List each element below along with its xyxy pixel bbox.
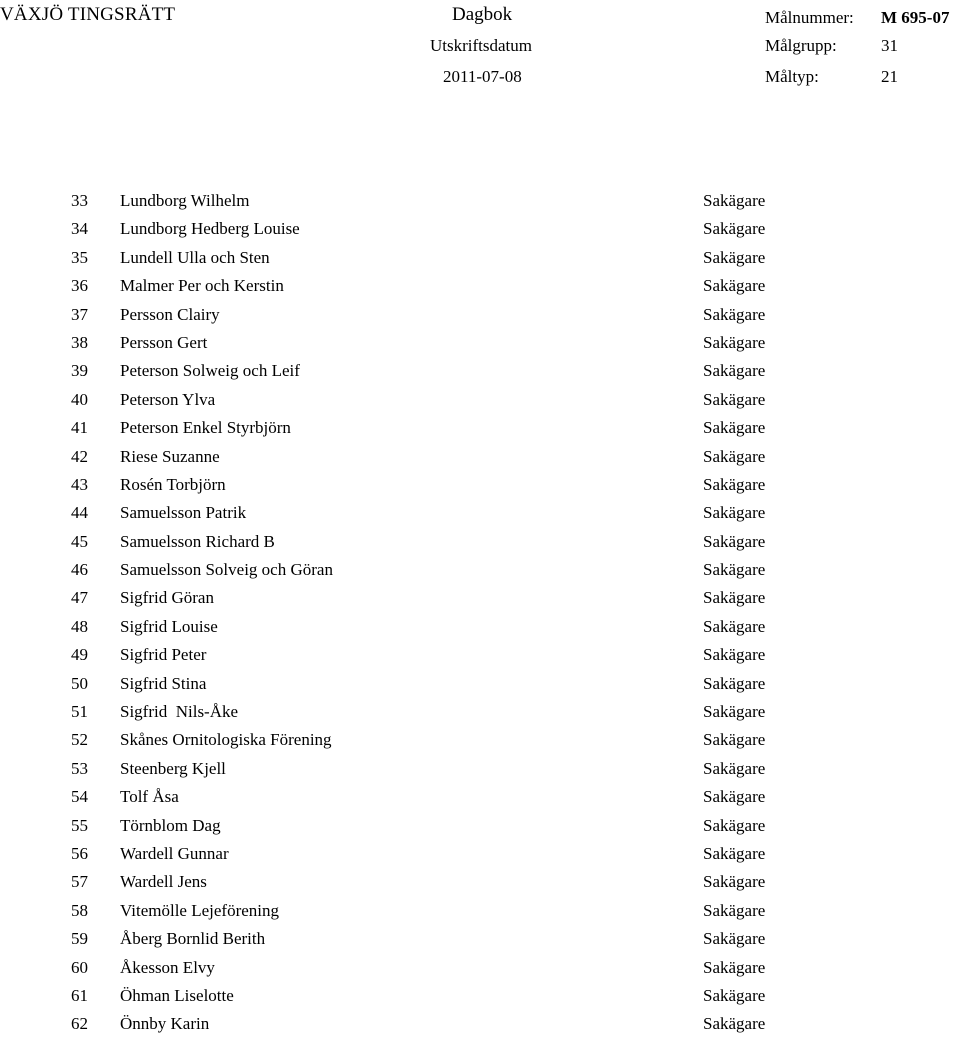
list-item xyxy=(0,418,960,446)
party-number: 61 xyxy=(71,985,88,1005)
list-item xyxy=(0,929,960,957)
party-name: Lundell Ulla och Sten xyxy=(120,247,270,267)
party-role: Sakägare xyxy=(703,787,766,807)
party-name: Skånes Ornitologiska Förening xyxy=(120,730,332,750)
list-item xyxy=(0,844,960,872)
party-role: Sakägare xyxy=(703,815,766,835)
list-item xyxy=(0,248,960,276)
list-item xyxy=(0,532,960,560)
party-number: 39 xyxy=(71,361,88,381)
target-type: 21 xyxy=(881,67,898,86)
party-role: Sakägare xyxy=(703,1014,766,1034)
court-name: VÄXJÖ TINGSRÄTT xyxy=(0,4,176,25)
list-item xyxy=(0,503,960,531)
list-item xyxy=(0,305,960,333)
list-item xyxy=(0,787,960,815)
party-number: 47 xyxy=(71,588,88,608)
party-number: 50 xyxy=(71,673,88,693)
party-role: Sakägare xyxy=(703,900,766,920)
party-number: 49 xyxy=(71,645,88,665)
party-name: Sigfrid Nils-Åke xyxy=(120,702,239,722)
party-role: Sakägare xyxy=(703,389,766,409)
party-role: Sakägare xyxy=(703,645,766,665)
party-name: Sigfrid Göran xyxy=(120,588,214,608)
list-item xyxy=(0,447,960,475)
list-item xyxy=(0,560,960,588)
list-item xyxy=(0,958,960,986)
party-role: Sakägare xyxy=(703,219,766,239)
party-number: 46 xyxy=(71,560,88,580)
party-number: 44 xyxy=(71,503,88,523)
party-role: Sakägare xyxy=(703,474,766,494)
target-number: M 695-07 xyxy=(881,8,950,27)
party-number: 53 xyxy=(71,758,88,778)
party-name: Önnby Karin xyxy=(120,1014,210,1034)
list-item xyxy=(0,759,960,787)
party-role: Sakägare xyxy=(703,531,766,551)
party-number: 42 xyxy=(71,446,88,466)
list-item xyxy=(0,475,960,503)
party-role: Sakägare xyxy=(703,929,766,949)
list-item xyxy=(0,702,960,730)
party-name: Rosén Torbjörn xyxy=(120,474,226,494)
party-name: Åberg Bornlid Berith xyxy=(120,929,266,949)
party-role: Sakägare xyxy=(703,418,766,438)
list-item xyxy=(0,816,960,844)
party-name: Steenberg Kjell xyxy=(120,758,226,778)
party-role: Sakägare xyxy=(703,673,766,693)
party-name: Peterson Ylva xyxy=(120,389,216,409)
party-name: Peterson Solweig och Leif xyxy=(120,361,300,381)
party-number: 52 xyxy=(71,730,88,750)
party-name: Lundborg Wilhelm xyxy=(120,191,250,210)
party-number: 45 xyxy=(71,531,88,551)
list-item xyxy=(0,361,960,389)
list-item xyxy=(0,674,960,702)
party-role: Sakägare xyxy=(703,332,766,352)
party-role: Sakägare xyxy=(703,361,766,381)
list-item xyxy=(0,730,960,758)
party-role: Sakägare xyxy=(703,843,766,863)
party-name: Persson Clairy xyxy=(120,304,220,324)
list-item xyxy=(0,219,960,247)
party-role: Sakägare xyxy=(703,702,766,722)
party-number: 55 xyxy=(71,815,88,835)
party-name: Lundborg Hedberg Louise xyxy=(120,219,300,239)
list-item xyxy=(0,191,960,219)
party-role: Sakägare xyxy=(703,446,766,466)
party-role: Sakägare xyxy=(703,730,766,750)
party-number: 38 xyxy=(71,332,88,352)
party-number: 41 xyxy=(71,418,88,438)
print-date-label: Utskriftsdatum xyxy=(430,36,532,55)
party-name: Sigfrid Peter xyxy=(120,645,207,665)
list-item xyxy=(0,645,960,673)
party-name: Samuelsson Patrik xyxy=(120,503,247,523)
party-number: 56 xyxy=(71,843,88,863)
party-number: 57 xyxy=(71,872,88,892)
party-number: 34 xyxy=(71,219,88,239)
party-name: Öhman Liselotte xyxy=(120,985,234,1005)
party-number: 35 xyxy=(71,247,88,267)
party-number: 58 xyxy=(71,900,88,920)
party-number: 43 xyxy=(71,474,88,494)
party-number: 37 xyxy=(71,304,88,324)
party-name: Sigfrid Louise xyxy=(120,616,218,636)
party-name: Riese Suzanne xyxy=(120,446,220,466)
party-number: 62 xyxy=(71,1014,88,1034)
party-role: Sakägare xyxy=(703,616,766,636)
list-item xyxy=(0,872,960,900)
list-item xyxy=(0,901,960,929)
party-number: 60 xyxy=(71,957,88,977)
party-name: Sigfrid Stina xyxy=(120,673,207,693)
document-type: Dagbok xyxy=(452,4,513,25)
list-item xyxy=(0,588,960,616)
party-name: Vitemölle Lejeförening xyxy=(120,900,280,920)
party-number: 33 xyxy=(71,191,88,210)
party-role: Sakägare xyxy=(703,588,766,608)
party-number: 51 xyxy=(71,702,88,722)
party-role: Sakägare xyxy=(703,247,766,267)
party-number: 36 xyxy=(71,276,88,296)
list-item xyxy=(0,390,960,418)
party-name: Peterson Enkel Styrbjörn xyxy=(120,418,291,438)
party-role: Sakägare xyxy=(703,985,766,1005)
party-role: Sakägare xyxy=(703,191,766,210)
print-date: 2011-07-08 xyxy=(443,67,522,86)
party-name: Åkesson Elvy xyxy=(120,957,215,977)
party-list xyxy=(0,191,960,1043)
party-name: Malmer Per och Kerstin xyxy=(120,276,284,296)
list-item xyxy=(0,276,960,304)
party-role: Sakägare xyxy=(703,304,766,324)
party-name: Wardell Gunnar xyxy=(120,843,229,863)
target-group-label: Målgrupp: xyxy=(765,36,837,55)
target-type-label: Måltyp: xyxy=(765,67,819,86)
list-item xyxy=(0,333,960,361)
party-role: Sakägare xyxy=(703,957,766,977)
party-name: Persson Gert xyxy=(120,332,208,352)
party-number: 54 xyxy=(71,787,88,807)
party-name: Samuelsson Richard B xyxy=(120,531,275,551)
target-number-label: Målnummer: xyxy=(765,8,854,27)
party-number: 40 xyxy=(71,389,88,409)
party-role: Sakägare xyxy=(703,758,766,778)
party-name: Tolf Åsa xyxy=(120,787,179,807)
party-name: Samuelsson Solveig och Göran xyxy=(120,560,333,580)
party-name: Törnblom Dag xyxy=(120,815,221,835)
party-number: 59 xyxy=(71,929,88,949)
list-item xyxy=(0,986,960,1014)
party-role: Sakägare xyxy=(703,503,766,523)
party-role: Sakägare xyxy=(703,276,766,296)
target-group: 31 xyxy=(881,36,898,55)
party-role: Sakägare xyxy=(703,872,766,892)
party-role: Sakägare xyxy=(703,560,766,580)
party-name: Wardell Jens xyxy=(120,872,207,892)
party-number: 48 xyxy=(71,616,88,636)
list-item xyxy=(0,617,960,645)
list-item xyxy=(0,1014,960,1042)
